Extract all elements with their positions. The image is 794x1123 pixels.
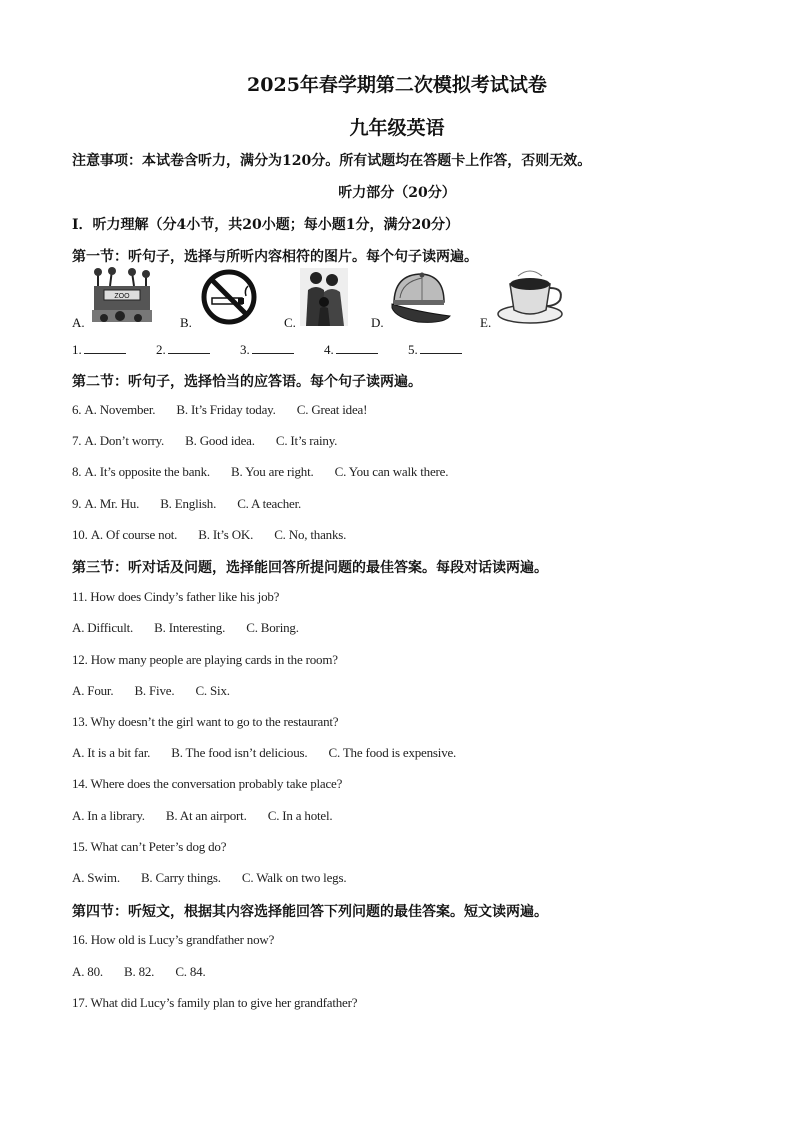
option: B. You are right.	[231, 464, 314, 479]
option: A. Don’t worry.	[84, 433, 165, 448]
coffee-cup-icon	[496, 266, 572, 326]
question-10: 10. A. Of course not. B. It’s OK. C. No, thanks.	[72, 527, 347, 542]
no-smoking-icon	[200, 268, 258, 326]
option: B. 82.	[124, 964, 155, 979]
option: A. Of course not.	[90, 527, 178, 542]
listening-part-heading: 听力部分（20分）	[338, 185, 456, 201]
question-13-text: 13. Why doesn’t the girl want to go to the restaurant?	[72, 714, 339, 729]
option: A. Four.	[72, 683, 114, 698]
option: C. Walk on two legs.	[241, 870, 347, 885]
exam-title: 2025年春学期第二次模拟考试试卷	[247, 74, 547, 96]
answer-blank[interactable]: 3.	[240, 342, 294, 358]
question-8: 8. A. It’s opposite the bank. B. You are right. C. You can walk there.	[72, 464, 449, 479]
option: B. Five.	[134, 683, 175, 698]
answer-blank[interactable]: 5.	[408, 342, 462, 358]
question-14-options	[72, 808, 350, 824]
option: B. It’s OK.	[198, 527, 254, 542]
question-17-text: 17. What did Lucy’s family plan to give her grandfather?	[72, 995, 358, 1010]
section1-heading: 第一节：听句子，选择与所听内容相符的图片。每个句子读两遍。	[72, 249, 478, 265]
question-14-text: 14. Where does the conversation probably take place?	[72, 776, 343, 791]
picture-label-d: D.	[371, 315, 384, 330]
option: C. You can walk there.	[334, 464, 449, 479]
option: C. Boring.	[246, 620, 299, 635]
family-group-icon	[300, 268, 348, 326]
option: B. Carry things.	[140, 870, 221, 885]
picture-label-b: B.	[180, 315, 192, 330]
option: A. November.	[84, 402, 156, 417]
baseball-cap-icon	[388, 268, 454, 326]
question-9: 9. A. Mr. Hu. B. English. C. A teacher.	[72, 496, 302, 511]
question-12-options	[72, 683, 248, 699]
question-6: 6. A. November. B. It’s Friday today. C. Great idea!	[72, 402, 368, 417]
option: C. In a hotel.	[267, 808, 333, 823]
option: C. A teacher.	[237, 496, 302, 511]
svg-text:ZOO: ZOO	[114, 293, 130, 300]
option: C. It’s rainy.	[275, 433, 338, 448]
option: C. The food is expensive.	[328, 745, 457, 760]
part1-heading: Ⅰ．听力理解（分4小节，共20小题；每小题1分，满分20分）	[72, 217, 459, 233]
question-12-text: 12. How many people are playing cards in the room?	[72, 652, 338, 667]
option: B. Good idea.	[185, 433, 255, 448]
question-16-text: 16. How old is Lucy’s grandfather now?	[72, 932, 275, 947]
option: B. English.	[160, 496, 217, 511]
picture-label-a: A.	[72, 315, 85, 330]
option: A. In a library.	[72, 808, 145, 823]
option: A. Difficult.	[72, 620, 134, 635]
answer-blank[interactable]: 2.	[156, 342, 210, 358]
option: B. It’s Friday today.	[176, 402, 276, 417]
question-11-options	[72, 620, 317, 636]
question-15-options	[72, 870, 364, 886]
question-16-options	[72, 964, 224, 980]
picture-label-c: C.	[284, 315, 296, 330]
answer-blank[interactable]: 4.	[324, 342, 378, 358]
answer-blank[interactable]: 1.	[72, 342, 126, 358]
question-11-text: 11. How does Cindy’s father like his job?	[72, 589, 280, 604]
option: B. Interesting.	[154, 620, 226, 635]
section2-heading: 第二节：听句子，选择恰当的应答语。每个句子读两遍。	[72, 374, 422, 390]
exam-subject: 九年级英语	[349, 117, 445, 139]
section3-heading: 第三节：听对话及问题，选择能回答所提问题的最佳答案。每段对话读两遍。	[72, 560, 548, 576]
option: A. It is a bit far.	[72, 745, 151, 760]
notice-text: 注意事项：本试卷含听力，满分为120分。所有试题均在答题卡上作答，否则无效。	[72, 153, 592, 169]
section4-heading: 第四节：听短文，根据其内容选择能回答下列问题的最佳答案。短文读两遍。	[72, 904, 548, 920]
option: A. 80.	[72, 964, 103, 979]
question-13-options	[72, 745, 474, 761]
option: B. The food isn’t delicious.	[171, 745, 308, 760]
option: B. At an airport.	[165, 808, 247, 823]
zoo-gate-icon	[90, 266, 154, 326]
picture-label-e: E.	[480, 315, 492, 330]
option: A. Mr. Hu.	[84, 496, 140, 511]
option: C. No, thanks.	[274, 527, 347, 542]
option: C. 84.	[175, 964, 206, 979]
option: A. Swim.	[72, 870, 120, 885]
option: C. Six.	[195, 683, 230, 698]
option: A. It’s opposite the bank.	[84, 464, 210, 479]
question-7: 7. A. Don’t worry. B. Good idea. C. It’s rainy.	[72, 433, 338, 448]
question-15-text: 15. What can’t Peter’s dog do?	[72, 839, 227, 854]
option: C. Great idea!	[296, 402, 368, 417]
